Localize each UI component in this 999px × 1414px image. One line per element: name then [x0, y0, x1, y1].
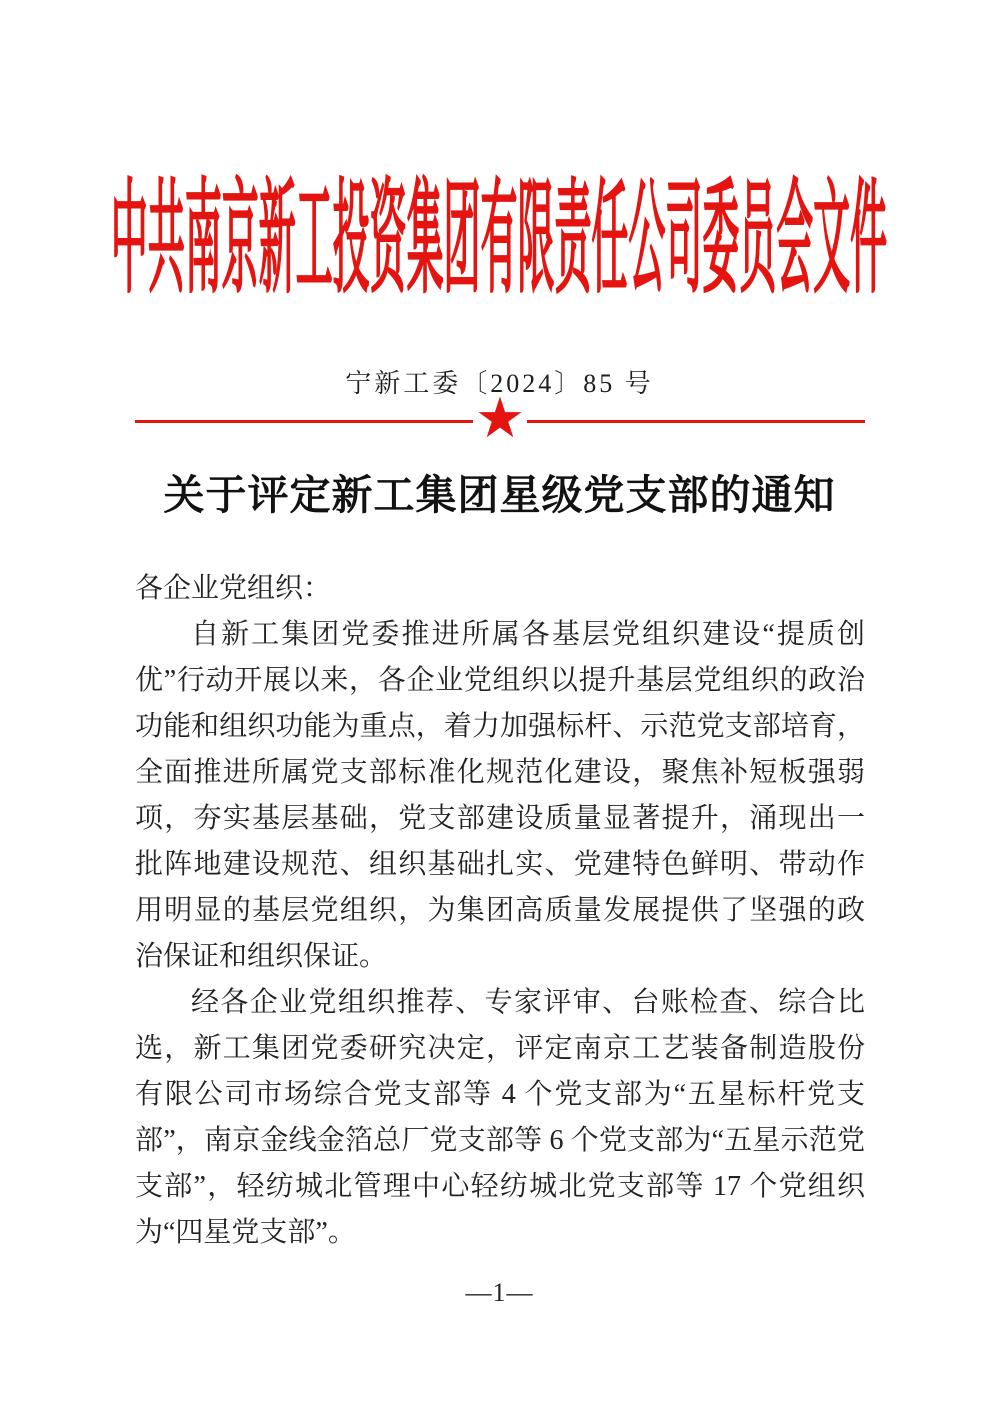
body-line: 自新工集团党委推进所属各基层党组织建设“提质创 [191, 619, 865, 650]
body-line: 项，夯实基层基础，党支部建设质量显著提升，涌现出一 [135, 803, 865, 834]
body-line: 治保证和组织保证。 [135, 941, 388, 972]
body-line: 有限公司市场综合党支部等 4 个党支部为“五星标杆党支 [135, 1079, 865, 1110]
body-line: 优”行动开展以来，各企业党组织以提升基层党组织的政治 [135, 665, 865, 696]
doc-title: 关于评定新工集团星级党支部的通知 [163, 472, 836, 518]
doc-number: 宁新工委〔2024〕85 号 [345, 369, 654, 398]
body-line: 批阵地建设规范、组织基础扎实、党建特色鲜明、带动作 [135, 849, 865, 880]
body-text [135, 566, 865, 1256]
red-divider [135, 388, 865, 450]
body-line: 全面推进所属党支部标准化规范化建设，聚焦补短板强弱 [135, 757, 865, 788]
body-line: 部”，南京金线金箔总厂党支部等 6 个党支部为“五星示范党 [135, 1125, 865, 1156]
body-line: 经各企业党组织推荐、专家评审、台账检查、综合比 [191, 987, 865, 1018]
body-line: 支部”，轻纺城北管理中心轻纺城北党支部等 17 个党组织 [135, 1171, 865, 1202]
body-line: 功能和组织功能为重点，着力加强标杆、示范党支部培育， [135, 711, 865, 742]
divider-line-left [135, 420, 473, 423]
body-line: 各企业党组织： [135, 573, 332, 604]
org-title: 中共南京新工投资集团有限责任公司委员会文件 [111, 174, 888, 311]
body-line: 为“四星党支部”。 [135, 1217, 356, 1248]
body-line: 选，新工集团党委研究决定，评定南京工艺装备制造股份 [135, 1033, 865, 1064]
body-line: 用明显的基层党组织，为集团高质量发展提供了坚强的政 [135, 895, 865, 926]
red-masthead [0, 166, 999, 311]
divider-line-right [527, 420, 865, 423]
star-icon: ★ [474, 388, 526, 450]
page-number: —1— [465, 1278, 534, 1307]
